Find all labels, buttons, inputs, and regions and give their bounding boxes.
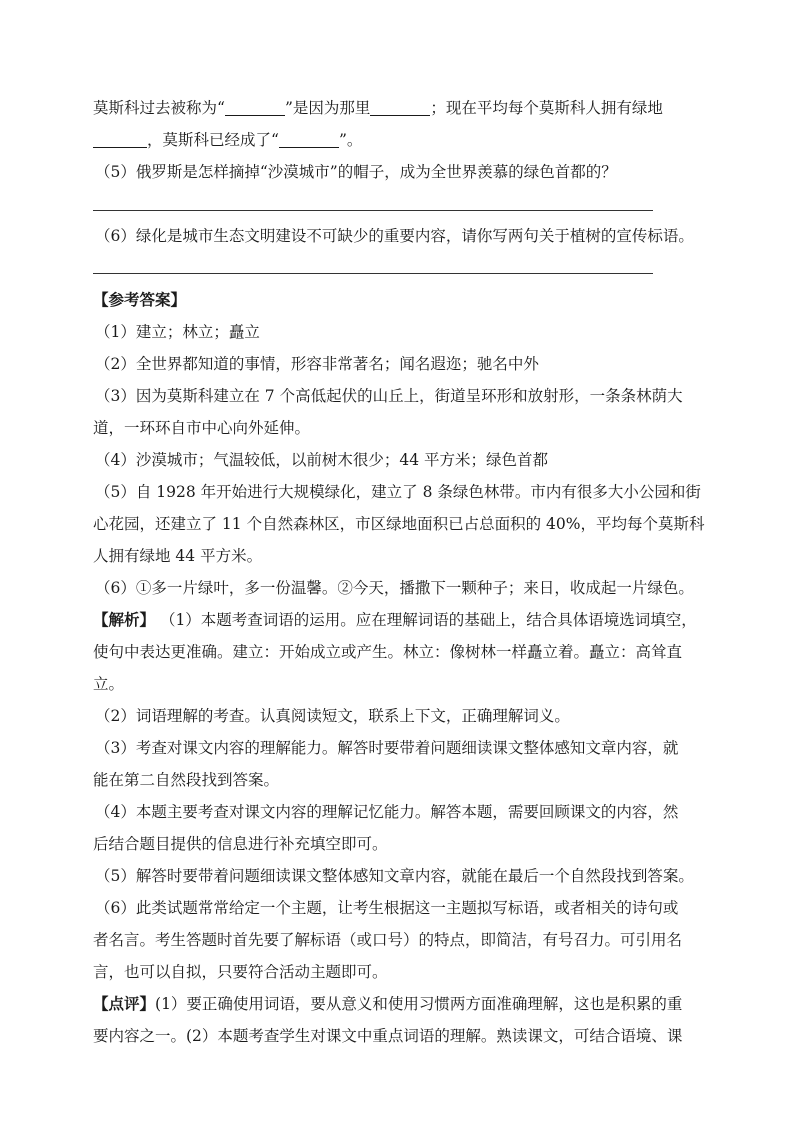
answer-5-line-3: 人拥有绿地 44 平方米。	[93, 547, 263, 565]
comment-line-1: 【点评】(1）要正确使用词语，要从意义和使用习惯两方面准确理解，这也是积累的重	[93, 994, 683, 1013]
answer-line-5	[93, 210, 653, 211]
analysis-heading: 【解析】	[93, 610, 156, 629]
answer-1: （1）建立；林立；矗立	[95, 323, 260, 341]
analysis-5: （5）解答时要带着问题细读课文整体感知文章内容，就能在最后一个自然段找到答案。	[95, 867, 694, 885]
analysis-6-line-1: （6）此类试题常常给定一个主题，让考生根据这一主题拟写标语，或者相关的诗句或	[95, 899, 679, 917]
analysis-6-line-2: 者名言。考生答题时首先要了解标语（或口号）的特点，即简洁，有号召力。可引用名	[93, 931, 683, 949]
answer-3-line-2: 道，一环环自市中心向外延伸。	[93, 419, 311, 437]
answer-5-line-2: 心花园，还建立了 11 个自然森林区，市区绿地面积已占总面积的 40%，平均每个莫斯科	[93, 515, 705, 533]
answer-6: （6）①多一片绿叶，多一份温馨。②今天，播撒下一颗种子；来日，收成起一片绿色。	[95, 579, 694, 597]
fill-blank-4[interactable]	[279, 129, 339, 148]
comment-heading: 【点评】	[93, 994, 156, 1013]
analysis-line-2: 使句中表达更准确。建立：开始成立或产生。林立：像树林一样矗立着。矗立：高耸直	[93, 643, 683, 661]
document-body	[93, 92, 709, 1052]
question-5: （5）俄罗斯是怎样摘掉“沙漠城市”的帽子，成为全世界羡慕的绿色首都的？	[95, 163, 617, 181]
analysis-3-line-2: 能在第二自然段找到答案。	[93, 771, 280, 789]
answer-space-5[interactable]	[93, 188, 709, 220]
answer-4: （4）沙漠城市；气温较低，以前树木很少；44 平方米；绿色首都	[95, 451, 549, 469]
analysis-6-line-3: 言，也可以自拟，只要符合活动主题即可。	[93, 963, 388, 981]
comment-line-2: 要内容之一。(2）本题考查学生对课文中重点词语的理解。熟读课文，可结合语境、课	[93, 1027, 683, 1045]
fill-blank-3[interactable]	[93, 129, 147, 148]
question-4-line-1: 莫斯科过去被称为“ ”是因为那里 ；现在平均每个莫斯科人拥有绿地	[93, 99, 663, 117]
answer-2: （2）全世界都知道的事情，形容非常著名；闻名遐迩；驰名中外	[95, 355, 539, 373]
answer-space-6[interactable]	[93, 252, 709, 284]
analysis-line-1: 【解析】 （1）本题考查词语的运用。应在理解词语的基础上，结合具体语境选词填空，	[93, 610, 697, 629]
reference-answer-heading: 【参考答案】	[93, 290, 187, 309]
fill-blank-1[interactable]	[225, 97, 285, 116]
analysis-4-line-2: 后结合题目提供的信息进行补充填空即可。	[93, 835, 388, 853]
answer-5-line-1: （5）自 1928 年开始进行大规模绿化，建立了 8 条绿色林带。市内有很多大小公园和街	[95, 483, 701, 501]
question-6: （6）绿化是城市生态文明建设不可缺少的重要内容，请你写两句关于植树的宣传标语。	[95, 227, 694, 245]
analysis-3-line-1: （3）考查对课文内容的理解能力。解答时要带着问题细读课文整体感知文章内容，就	[95, 739, 679, 757]
fill-blank-2[interactable]	[370, 97, 430, 116]
analysis-line-3: 立。	[93, 675, 125, 693]
analysis-2: （2）词语理解的考查。认真阅读短文，联系上下文，正确理解词义。	[95, 707, 570, 725]
answer-line-6	[93, 273, 653, 274]
answer-3-line-1: （3）因为莫斯科建立在 7 个高低起伏的山丘上，街道呈环形和放射形，一条条林荫大	[95, 387, 683, 405]
question-4-line-2: ，莫斯科已经成了“ ”。	[93, 124, 709, 156]
analysis-4-line-1: （4）本题主要考查对课文内容的理解记忆能力。解答本题，需要回顾课文的内容，然	[95, 803, 679, 821]
